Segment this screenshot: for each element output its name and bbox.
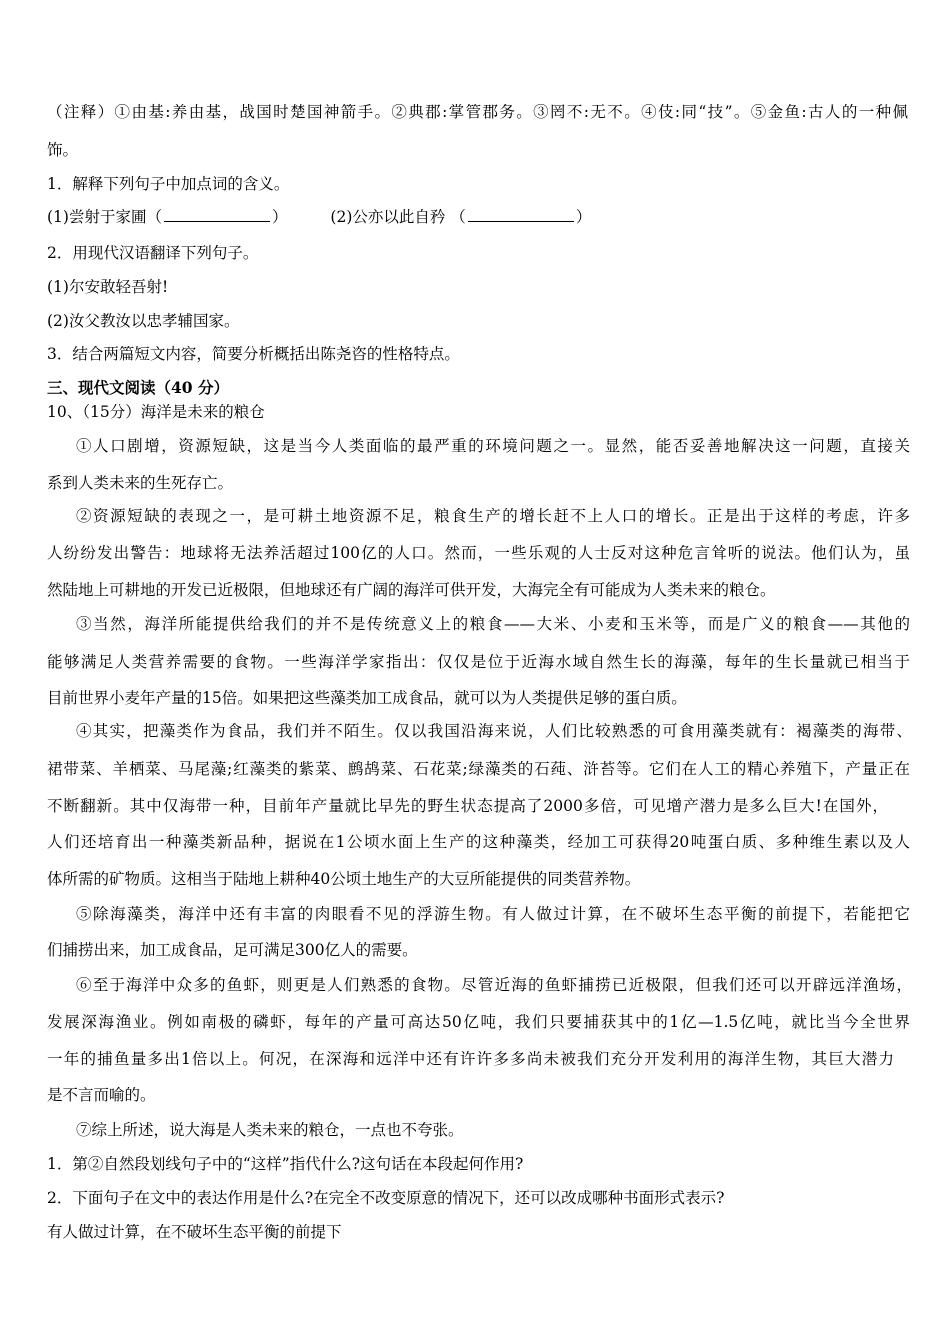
q9-question-3: 3．结合两篇短文内容，简要分析概括出陈尧咨的性格特点。 [47,345,460,363]
q10-question-2: 2．下面句子在文中的表达作用是什么?在完全不改变原意的情况下，还可以改成哪种书面形式表示? [47,1189,725,1207]
passage-line: 一年的捕鱼量多出1倍以上。何况，在深海和远洋中还有许许多多尚未被我们充分开发利用的海洋生物，其巨大潜力 [47,1050,894,1068]
passage-line: ②资源短缺的表现之一，是可耕土地资源不足，粮食生产的增长赶不上人口的增长。正是出于这样的考虑，许多 [76,507,910,525]
notes-line-2: 饰。 [47,141,79,159]
passage-line: ④其实，把藻类作为食品，我们并不陌生。仅以我国沿海来说，人们比较熟悉的可食用藻类就有：褐藻类的海带、 [76,722,912,740]
passage-line: 裙带菜、羊栖菜、马尾藻;红藻类的紫菜、鹧鸪菜、石花菜;绿藻类的石莼、浒苔等。它们在人工的精心养殖下，产量正在 [47,760,910,778]
passage-line: 人们还培育出一种藻类新品种，据说在1公顷水面上生产的这种藻类，经加工可获得20吨蛋白质、多种维生素以及人 [47,833,910,851]
passage-line: 是不言而喻的。 [47,1086,156,1104]
passage-line: 不断翻新。其中仅海带一种，目前年产量就比早先的野生状态提高了2000多倍，可见增产潜力是多么巨大!在国外， [47,797,888,815]
passage-line: 然陆地上可耕地的开发已近极限，但地球还有广阔的海洋可供开发，大海完全有可能成为人类未来的粮仓。 [47,581,776,599]
passage-line: 发展深海渔业。例如南极的磷虾，每年的产量可高达50亿吨，我们只要捕获其中的1亿—1.5亿吨，就比当今全世界 [47,1013,910,1031]
q9-question-1: 1．解释下列句子中加点词的含义。 [47,175,290,193]
section-heading: 三、现代文阅读（40 分） [47,378,229,397]
answer-blank-1[interactable] [164,206,270,222]
notes-line-1: （注释）①由基:养由基，战国时楚国神箭手。②典郡:掌管郡务。③罔不:无不。④伎:同“技”。⑤金鱼:古人的一种佩 [47,103,908,121]
passage-line: ⑤除海藻类，海洋中还有丰富的肉眼看不见的浮游生物。有人做过计算，在不破坏生态平衡的前提下，若能把它 [76,905,910,923]
q9-question-2: 2．用现代汉语翻译下列句子。 [47,244,259,262]
q10-question-2-sentence: 有人做过计算，在不破坏生态平衡的前提下 [47,1223,342,1241]
answer-blank-2[interactable] [468,206,574,222]
passage-line: 们捕捞出来，加工成食品，足可满足300亿人的需要。 [47,941,418,959]
passage-line: ⑦综上所述，说大海是人类未来的粮仓，一点也不夸张。 [76,1121,464,1139]
q9-q1b: (2)公亦以此自矜 （ ） [330,208,592,226]
q10-title: 10、（15分）海洋是未来的粮仓 [47,403,265,421]
q9-question-1-items [47,206,910,228]
q9-q1a: (1)尝射于家圃（ ） [47,208,288,226]
passage-line: 能够满足人类营养需要的食物。一些海洋学家指出：仅仅是位于近海水域自然生长的海藻，每年的生长量就已相当于 [47,653,910,671]
passage-line: 体所需的矿物质。这相当于陆地上耕种40公顷土地生产的大豆所能提供的同类营养物。 [47,870,641,888]
passage-line: 目前世界小麦年产量的15倍。如果把这些藻类加工成食品，就可以为人类提供足够的蛋白质。 [47,689,687,707]
passage-line: ①人口剧增，资源短缺，这是当今人类面临的最严重的环境问题之一。显然，能否妥善地解决这一问题，直接关 [76,437,910,455]
q9-question-2b: (2)汝父教汝以忠孝辅国家。 [47,312,240,330]
passage-line: 系到人类未来的生死存亡。 [47,474,234,492]
passage-line: ③当然，海洋所能提供给我们的并不是传统意义上的粮食——大米、小麦和玉米等，而是广义的粮食——其他的 [76,615,910,633]
q10-question-1: 1．第②自然段划线句子中的“这样”指代什么?这句话在本段起何作用? [47,1155,524,1173]
passage-line: 人纷纷发出警告：地球将无法养活超过100亿的人口。然而，一些乐观的人士反对这种危言耸听的说法。他们认为，虽 [47,544,910,562]
passage-line: ⑥至于海洋中众多的鱼虾，则更是人们熟悉的食物。尽管近海的鱼虾捕捞已近极限，但我们还可以开辟远洋渔场， [76,976,912,994]
q9-question-2a: (1)尔安敢轻吾射! [47,278,169,296]
